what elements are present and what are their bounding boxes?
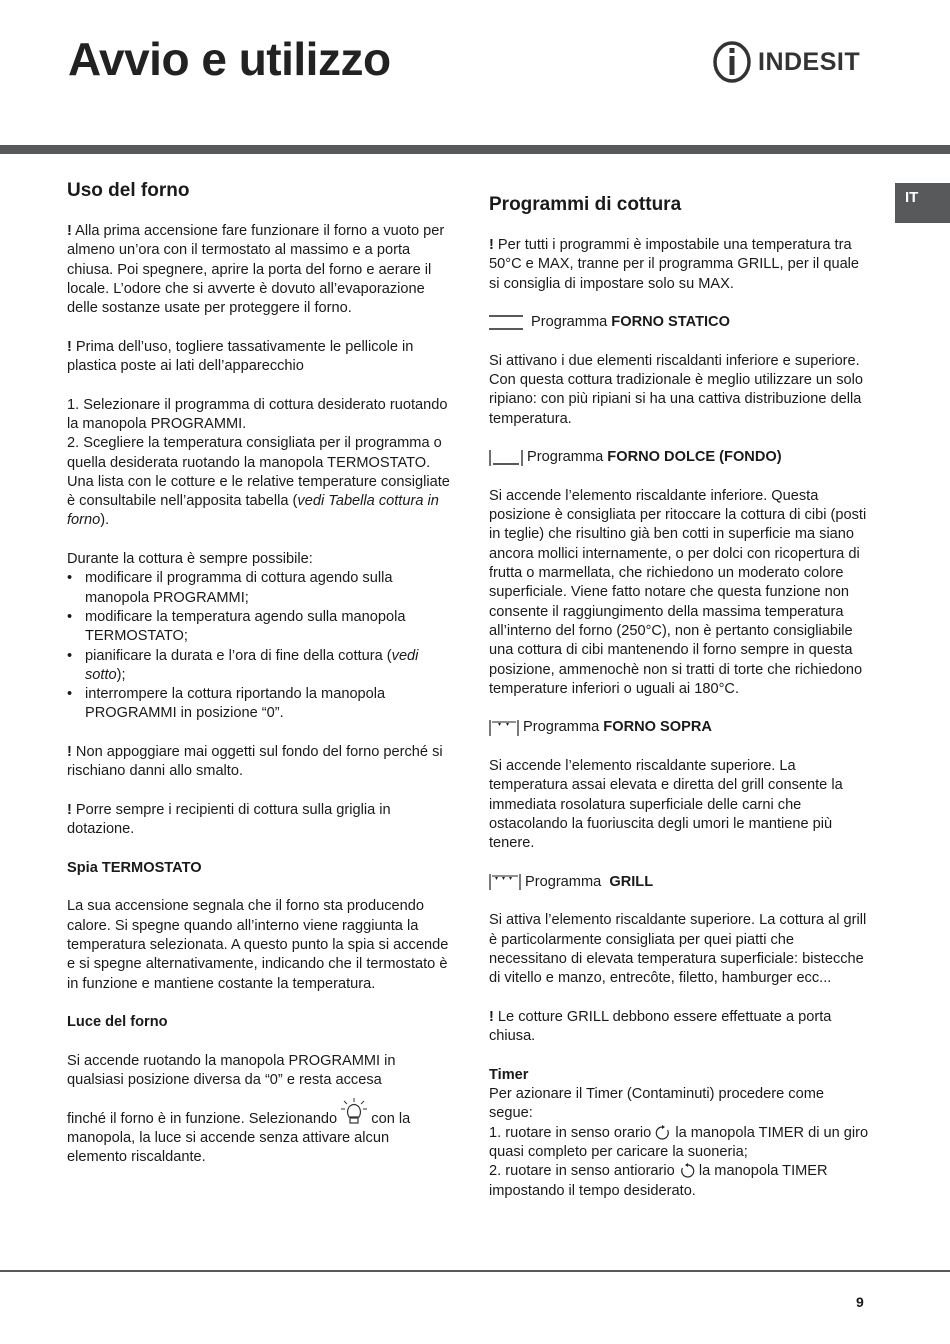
statico-text: Si attivano i due elementi riscaldanti inferiore e superiore. Con questa cottura tradizionale è meglio utilizzare un solo ripiano: con più ripiani si ha una cattiva distribuzione della temperatura. xyxy=(489,352,863,427)
spia-text: La sua accensione segnala che il forno sta producendo calore. Si spegne quando all’interno viene raggiunta la temperatura selezionata. A questo punto la spia si accende e si spegne alternativamente, indicando che il termostato è in funzione e mantiene costante la temperatura. xyxy=(67,898,449,992)
language-tab: IT xyxy=(895,183,950,223)
dolce-text: Si accende l’elemento riscaldante inferiore. Questa posizione è consigliata per ritoccare la cottura di cibi (posti in teglie) che risultino già ben cotti in superficie ma siano ancora mollici internamente, o per dolci con ricopertura di frutta o marmellata, che richiedono un moderato colore superficiale. Viene fatto notare che questa funzione non consente il raggiungimento della massima temperatura all’interno del forno (250°C), non è pertanto consigliabile una cottura di cibi mantenendo il forno sempre in questa posizione, ammenochè non si tratti di torte che richiedono temperature inferiori o uguali ai 180°C. xyxy=(489,487,867,697)
warning-temperature: ! Per tutti i programmi è impostabile una temperatura tra 50°C e MAX, tranne per il programma GRILL, per il quale si consiglia di impostare solo su MAX. xyxy=(489,237,860,292)
subheading-spia: Spia TERMOSTATO xyxy=(67,859,202,876)
table-reference: Una lista con le cotture e le relative temperature consigliate è consultabile nell’apposita tabella (vedi Tabella cottura in forno). xyxy=(67,473,450,529)
program-grill: Programma GRILL xyxy=(489,873,869,892)
warning-first-use: ! Alla prima accensione fare funzionare il forno a vuoto per almeno un’ora con il termostato al massimo e a porta chiusa. Poi spegnere, aprire la porta del forno e aerare il locale. L’odore che si avverte è dovuto all’evaporazione delle sostanze usate per proteggere il forno. xyxy=(67,223,445,317)
program-forno-dolce: Programma FORNO DOLCE (FONDO) xyxy=(489,448,869,467)
section-heading-programmi: Programmi di cottura xyxy=(489,194,682,215)
step-1: 1. Selezionare il programma di cottura desiderato ruotando la manopola PROGRAMMI. xyxy=(67,396,448,432)
list-item: • modificare il programma di cottura agendo sulla manopola PROGRAMMI; xyxy=(67,569,452,608)
during-cooking-list xyxy=(67,569,452,723)
right-column xyxy=(489,194,869,1201)
warning-grid: ! Porre sempre i recipienti di cottura sulla griglia in dotazione. xyxy=(67,801,391,838)
list-item: • pianificare la durata e l’ora di fine della cottura (vedi sotto); xyxy=(67,647,452,686)
step-2: 2. Scegliere la temperatura consigliata per il programma o quella desiderata ruotando la manopola TERMOSTATO. xyxy=(67,435,442,471)
brand-logo xyxy=(712,40,860,84)
luce-text-2: finché il forno è in funzione. Selezionando con la manopola, la luce si accende senza attivare alcun elemento riscaldante. xyxy=(67,1110,452,1168)
timer-step-2: 2. ruotare in senso antiorario la manopola TIMER impostando il tempo desiderato. xyxy=(489,1163,828,1199)
warning-remove-film: ! Prima dell’uso, togliere tassativamente le pellicole in plastica poste ai lati dell’apparecchio xyxy=(67,338,414,375)
indesit-logo-icon xyxy=(712,40,752,84)
left-column xyxy=(67,180,452,1168)
counterclockwise-arrow-icon xyxy=(679,1163,695,1179)
light-bulb-icon xyxy=(341,1097,367,1127)
grill-icon xyxy=(489,873,521,891)
program-forno-statico: Programma FORNO STATICO xyxy=(489,313,869,332)
bottom-heat-icon xyxy=(489,449,523,467)
timer-step-1: 1. ruotare in senso orario la manopola TIMER di un giro quasi completo per caricare la suoneria; xyxy=(489,1124,869,1160)
luce-text-1: Si accende ruotando la manopola PROGRAMMI in qualsiasi posizione diversa da “0” e resta accesa xyxy=(67,1052,396,1089)
static-oven-icon xyxy=(489,314,525,332)
sopra-text: Si accende l’elemento riscaldante superiore. La temperatura assai elevata e diretta del grill consente la immediata rosolatura superficiale delle carni che ostacolando la fuoriuscita degli umori le mantiene più tenere. xyxy=(489,758,843,852)
subheading-luce: Luce del forno xyxy=(67,1014,168,1031)
warning-grill-door: ! Le cotture GRILL debbono essere effettuate a porta chiusa. xyxy=(489,1008,832,1045)
brand-name: INDESIT xyxy=(758,47,861,76)
section-heading-uso-forno: Uso del forno xyxy=(67,180,190,201)
footer-divider xyxy=(0,1270,950,1272)
program-forno-sopra: Programma FORNO SOPRA xyxy=(489,718,869,737)
subheading-timer: Timer xyxy=(489,1066,529,1083)
list-item: • modificare la temperatura agendo sulla manopola TERMOSTATO; xyxy=(67,608,452,647)
header-divider xyxy=(0,145,950,154)
timer-intro: Per azionare il Timer (Contaminuti) procedere come segue: xyxy=(489,1086,824,1122)
top-heat-icon xyxy=(489,719,519,737)
warning-oven-floor: ! Non appoggiare mai oggetti sul fondo del forno perché si rischiano danni allo smalto. xyxy=(67,744,443,780)
list-item: • interrompere la cottura riportando la manopola PROGRAMMI in posizione “0”. xyxy=(67,685,452,724)
during-cooking-intro: Durante la cottura è sempre possibile: xyxy=(67,551,313,568)
page-title: Avvio e utilizzo xyxy=(68,33,391,85)
grill-text: Si attiva l’elemento riscaldante superiore. La cottura al grill è particolarmente consigliata per quei piatti che necessitano di elevata temperatura superficiale: bistecche di vitello e manzo, entrecôte, filetto, hamburger ecc... xyxy=(489,912,867,987)
clockwise-arrow-icon xyxy=(655,1125,671,1141)
page-number: 9 xyxy=(856,1294,864,1310)
